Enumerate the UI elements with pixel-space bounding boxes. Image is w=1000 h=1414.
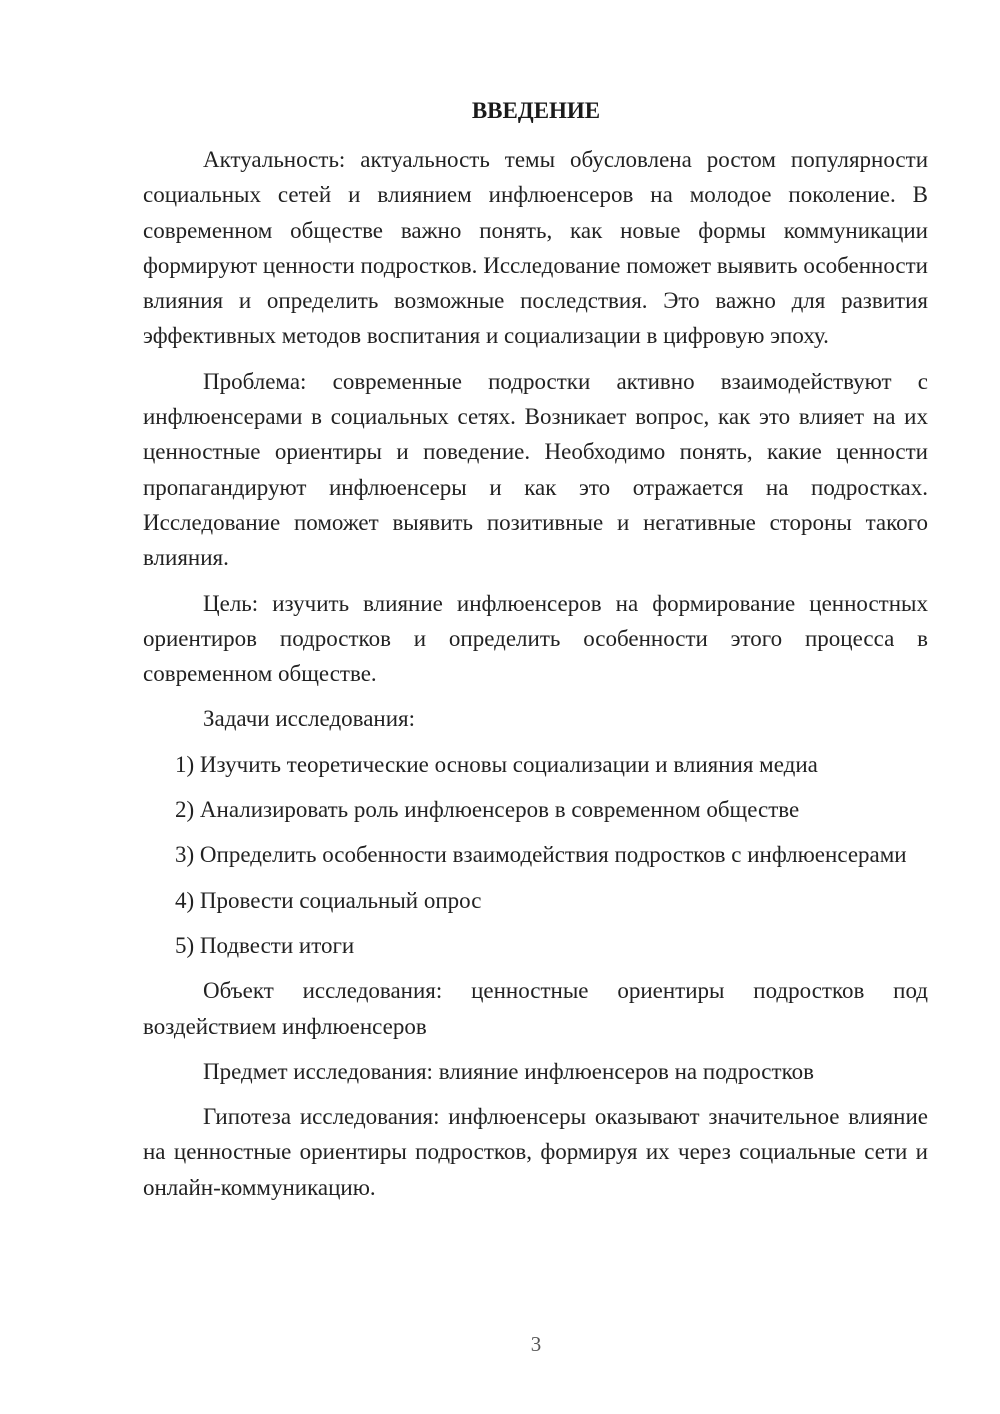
relevance-paragraph: Актуальность: актуальность темы обусловлена ростом популярности социальных сетей и влиянием инфлюенсеров на молодое поколение. В современном обществе важно понять, как новые формы коммуникации формируют ценности подростков. Исследование поможет выявить особенности влияния и определить возможные последствия. Это важно для развития эффективных методов воспитания и социализации в цифровую эпоху. xyxy=(143,147,928,349)
problem-paragraph: Проблема: современные подростки активно взаимодействуют с инфлюенсерами в социальных сетях. Возникает вопрос, как это влияет на их ценностные ориентиры и поведение. Необходимо понять, какие ценности пропагандируют инфлюенсеры и как это отражается на подростках. Исследование поможет выявить позитивные и негативные стороны такого влияния. xyxy=(143,368,928,571)
task-item-4: 4) Провести социальный опрос xyxy=(175,887,482,913)
tasks-title: Задачи исследования: xyxy=(203,706,416,732)
object-paragraph: Объект исследования: ценностные ориентиры подростков под воздействием инфлюенсеров xyxy=(143,978,928,1039)
task-item-3: 3) Определить особенности взаимодействия подростков с инфлюенсерами xyxy=(175,842,907,868)
task-item-1: 1) Изучить теоретические основы социализации и влияния медиа xyxy=(175,751,818,777)
goal-paragraph: Цель: изучить влияние инфлюенсеров на формирование ценностных ориентиров подростков и определить особенности этого процесса в современном обществе. xyxy=(143,590,928,687)
task-item-5: 5) Подвести итоги xyxy=(175,932,355,958)
body-text xyxy=(143,142,928,1215)
subject-paragraph: Предмет исследования: влияние инфлюенсеров на подростков xyxy=(203,1058,814,1084)
page-number: 3 xyxy=(530,1332,542,1356)
hypothesis-paragraph: Гипотеза исследования: инфлюенсеры оказывают значительное влияние на ценностные ориентиры подростков, формируя их через социальные сети и онлайн-коммуникацию. xyxy=(143,1104,928,1200)
task-item-2: 2) Анализировать роль инфлюенсеров в современном обществе xyxy=(175,797,800,823)
section-heading: ВВЕДЕНИЕ xyxy=(471,98,601,123)
